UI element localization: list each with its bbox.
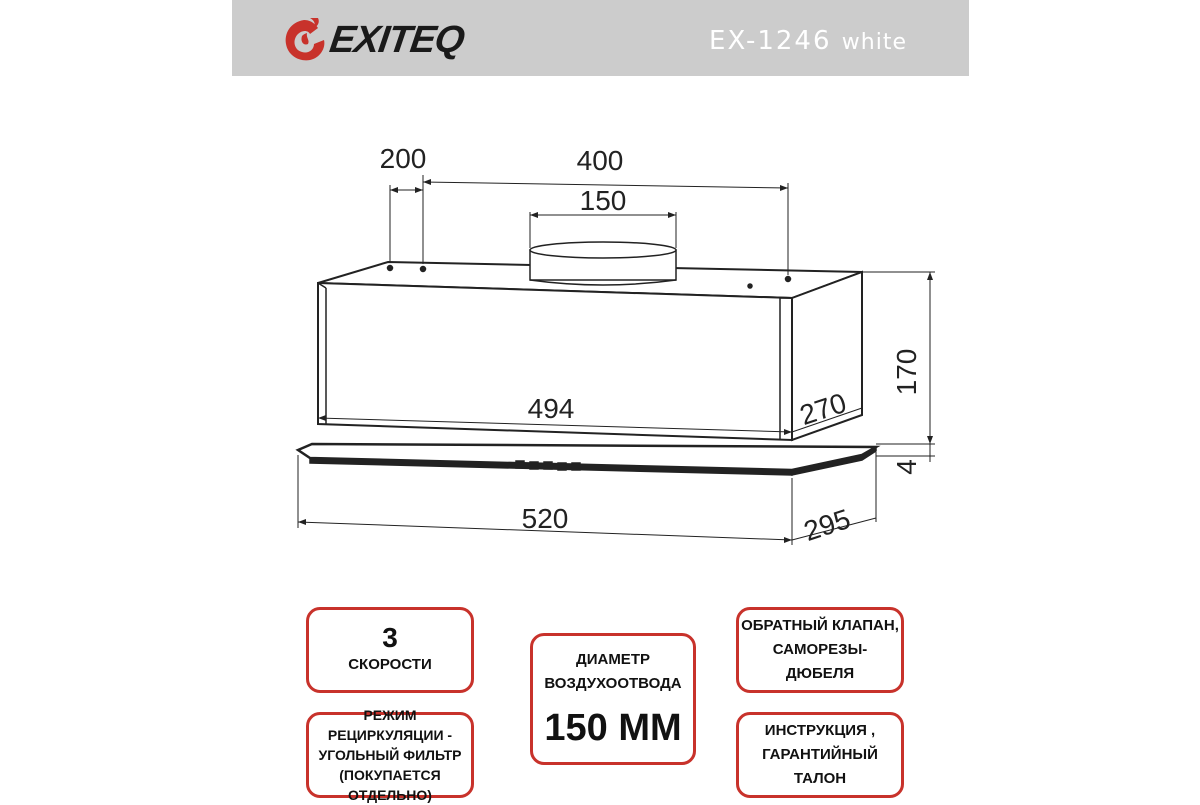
duct-diameter-box bbox=[530, 633, 696, 765]
kit-line-2: САМОРЕЗЫ-ДЮБЕЛЯ bbox=[772, 641, 868, 682]
duct-line-1: ДИАМЕТР bbox=[576, 651, 650, 668]
model-number: EX-1246 bbox=[709, 26, 832, 56]
docs-line-2: ГАРАНТИЙНЫЙ ТАЛОН bbox=[762, 746, 878, 787]
recirc-line-1: РЕЖИМ РЕЦИРКУЛЯЦИИ - bbox=[327, 707, 453, 743]
dim-height: 170 bbox=[891, 348, 922, 396]
docs-line-1: ИНСТРУКЦИЯ , bbox=[764, 722, 876, 739]
speeds-number: 3 bbox=[382, 622, 398, 653]
speeds-box bbox=[306, 607, 474, 693]
duct-value: 150 ММ bbox=[544, 707, 682, 749]
dim-inner-width: 494 bbox=[527, 393, 575, 424]
dim-total-width: 520 bbox=[521, 503, 569, 534]
dim-inner-depth: 270 bbox=[796, 387, 851, 431]
duct-line-2: ВОЗДУХООТВОДА bbox=[544, 675, 682, 692]
kit-box bbox=[736, 607, 904, 693]
speeds-label: СКОРОСТИ bbox=[348, 656, 432, 673]
recirc-line-2: УГОЛЬНЫЙ ФИЛЬТР bbox=[318, 747, 462, 763]
dim-outlet-offset: 200 bbox=[379, 143, 427, 174]
recirc-line-3: (ПОКУПАЕТСЯ ОТДЕЛЬНО) bbox=[339, 767, 441, 803]
kit-line-1: ОБРАТНЫЙ КЛАПАН, bbox=[741, 617, 899, 634]
dim-outlet-diameter: 150 bbox=[579, 185, 627, 216]
model-variant: white bbox=[841, 30, 907, 55]
brand-name: EXITEQ bbox=[327, 19, 467, 61]
dim-outlet-span: 400 bbox=[576, 145, 624, 176]
recirculation-box bbox=[306, 707, 474, 803]
dim-panel-thickness: 4 bbox=[891, 459, 922, 475]
dim-total-depth: 295 bbox=[800, 503, 855, 547]
documents-box bbox=[736, 712, 904, 798]
